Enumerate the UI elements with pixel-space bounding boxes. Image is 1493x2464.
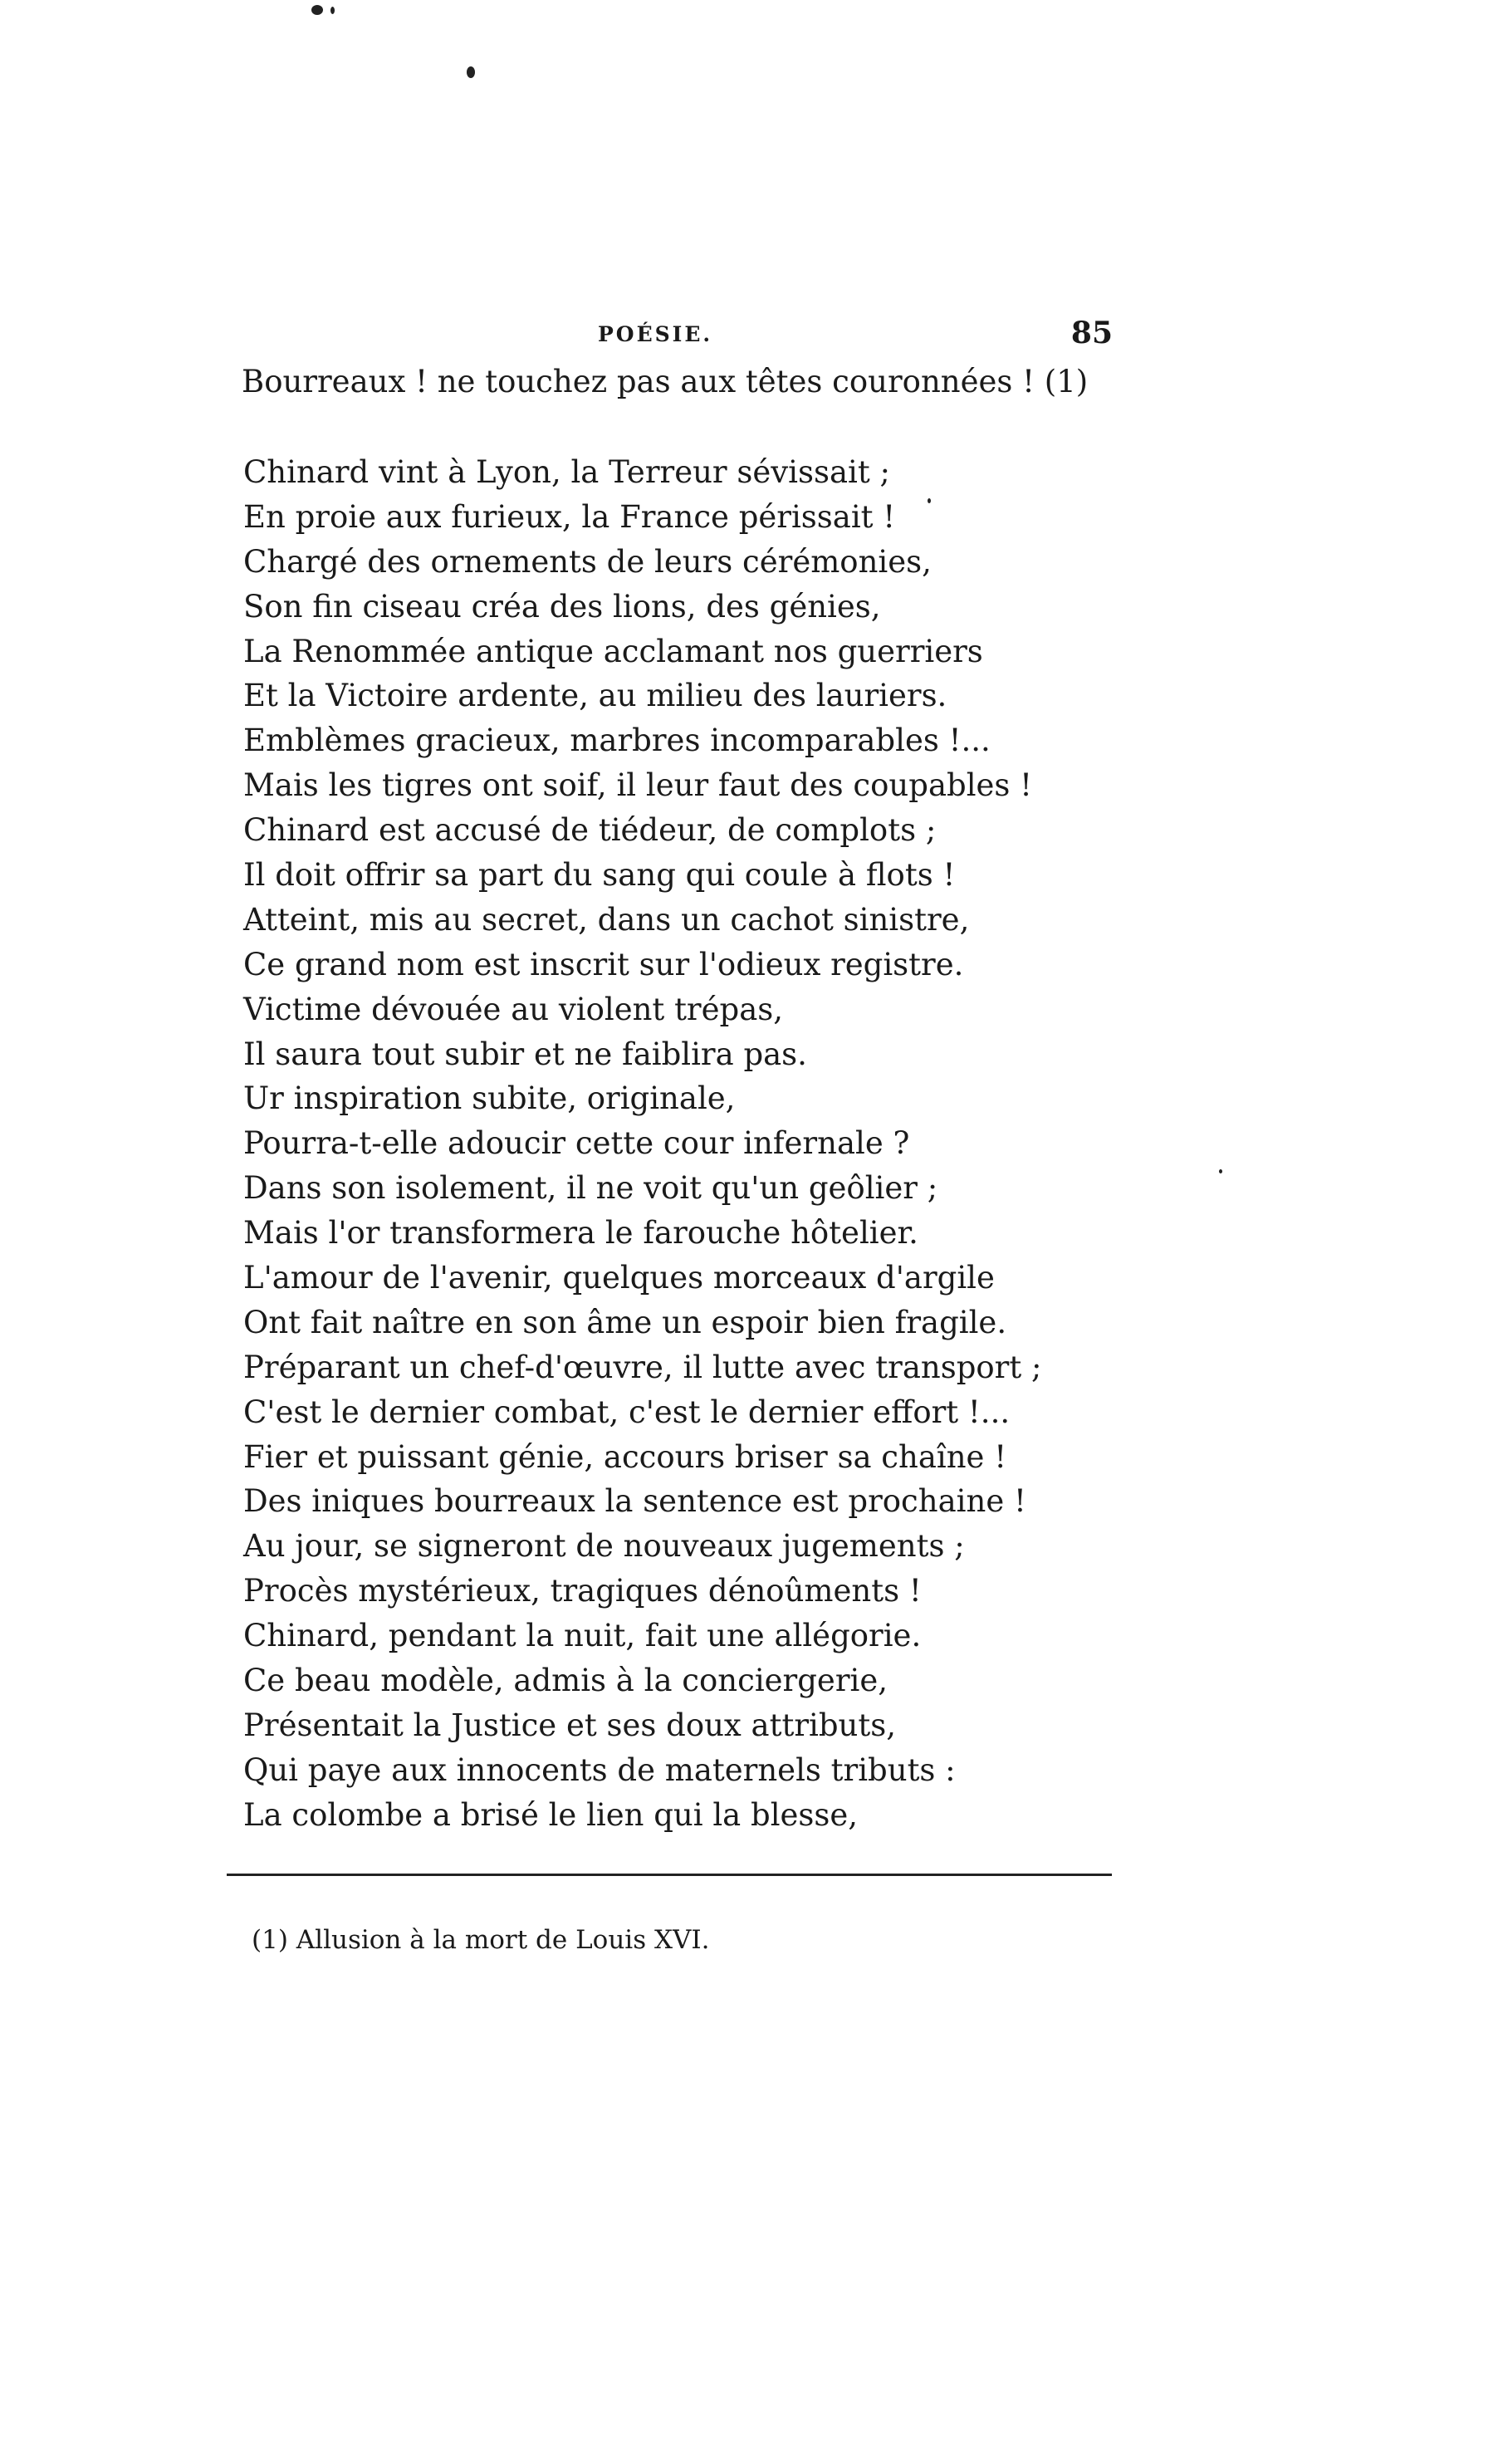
- page-number: 85: [1070, 316, 1113, 350]
- verse-line: L'amour de l'avenir, quelques morceaux d'argile: [243, 1260, 995, 1296]
- verse-line: Pourra-t-elle adoucir cette cour infernale ?: [243, 1125, 910, 1162]
- footnote: (1) Allusion à la mort de Louis XVI.: [252, 1925, 710, 1955]
- verse-line: Ur inspiration subite, originale,: [243, 1080, 736, 1117]
- verse-line: Présentait la Justice et ses doux attributs,: [243, 1707, 896, 1743]
- verse-line: Chinard, pendant la nuit, fait une allégorie.: [243, 1618, 922, 1654]
- poem-stanza: [243, 450, 1090, 1838]
- verse-line: Au jour, se signeront de nouveaux jugements ;: [243, 1528, 965, 1565]
- verse-line: Il doit offrir sa part du sang qui coule à flots !: [243, 857, 956, 894]
- verse-line: Et la Victoire ardente, au milieu des lauriers.: [243, 678, 947, 714]
- verse-line: Fier et puissant génie, accours briser sa chaîne !: [243, 1438, 1007, 1475]
- verse-line: Chargé des ornements de leurs cérémonies,: [243, 543, 932, 580]
- verse-line: Emblèmes gracieux, marbres incomparables !...: [243, 723, 991, 759]
- verse-line: Dans son isolement, il ne voit qu'un geôlier ;: [243, 1170, 938, 1207]
- verse-line: Victime dévouée au violent trépas,: [243, 991, 784, 1027]
- verse-line: Ce beau modèle, admis à la conciergerie,: [243, 1663, 888, 1699]
- ink-speck: [467, 66, 475, 78]
- verse-line: C'est le dernier combat, c'est le dernier effort !...: [243, 1394, 1011, 1430]
- verse-line: Ce grand nom est inscrit sur l'odieux registre.: [243, 946, 964, 982]
- verse-line: Son fin ciseau créa des lions, des génies,: [243, 588, 881, 625]
- verse-line: En proie aux furieux, la France périssait !: [243, 498, 896, 535]
- ink-speck: [1219, 1169, 1222, 1173]
- verse-line: Il saura tout subir et ne faiblira pas.: [243, 1036, 807, 1072]
- verse-line: Chinard vint à Lyon, la Terreur sévissait ;: [243, 454, 890, 490]
- verse-line: La Renommée antique acclamant nos guerriers: [243, 633, 983, 669]
- poem-opening-line: Bourreaux ! ne touchez pas aux têtes couronnées ! (1): [242, 364, 1089, 399]
- verse-line: Mais les tigres ont soif, il leur faut des coupables !: [243, 767, 1033, 804]
- verse-line: Chinard est accusé de tiédeur, de complots ;: [243, 812, 937, 849]
- verse-line: Atteint, mis au secret, dans un cachot sinistre,: [243, 901, 970, 938]
- verse-line: La colombe a brisé le lien qui la blesse,: [243, 1796, 859, 1833]
- footnote-divider: [227, 1874, 1112, 1876]
- verse-line: Ont fait naître en son âme un espoir bien fragile.: [243, 1304, 1007, 1340]
- verse-line: Qui paye aux innocents de maternels tributs :: [243, 1751, 956, 1788]
- ink-speck: [330, 7, 335, 14]
- ink-speck: [311, 5, 323, 15]
- verse-line: Procès mystérieux, tragiques dénoûments !: [243, 1573, 922, 1609]
- page-header: [241, 316, 1113, 357]
- verse-line: Des iniques bourreaux la sentence est prochaine !: [243, 1483, 1026, 1520]
- verse-line: Mais l'or transformera le farouche hôtelier.: [243, 1215, 918, 1252]
- verse-line: Préparant un chef-d'œuvre, il lutte avec transport ;: [243, 1349, 1042, 1385]
- running-head: POÉSIE.: [598, 322, 713, 346]
